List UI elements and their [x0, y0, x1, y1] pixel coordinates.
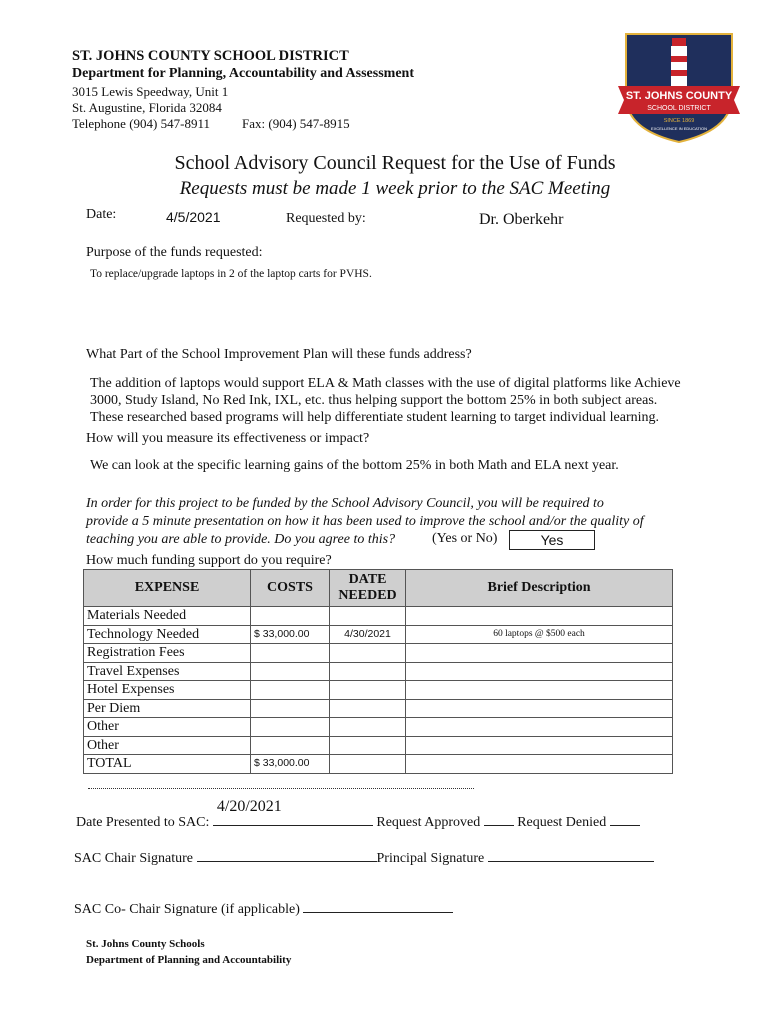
expense-cell: TOTAL [84, 755, 251, 774]
presentation-line-1: In order for this project to be funded by the School Advisory Council, you will be required to [86, 496, 604, 511]
expense-table [83, 569, 673, 774]
expense-cell: Travel Expenses [84, 662, 251, 681]
date-presented-value: 4/20/2021 [216, 798, 282, 815]
chair-signature-row [74, 847, 654, 867]
address-line-2: St. Augustine, Florida 32084 [72, 100, 222, 115]
principal-signature-line[interactable] [488, 847, 654, 862]
dotted-divider [88, 788, 474, 789]
purpose-label: Purpose of the funds requested: [86, 245, 263, 260]
table-row [84, 755, 673, 774]
header-costs: COSTS [251, 570, 330, 607]
sac-chair-label: SAC Chair Signature [74, 851, 193, 866]
agree-field[interactable]: Yes [509, 530, 595, 550]
table-header-row [84, 570, 673, 607]
description-cell[interactable] [406, 644, 673, 663]
expense-cell: Technology Needed [84, 625, 251, 644]
fax: Fax: (904) 547-8915 [242, 116, 350, 131]
lighthouse-top-icon [672, 38, 686, 46]
expense-cell: Per Diem [84, 699, 251, 718]
cost-cell[interactable] [251, 718, 330, 737]
measure-question: How will you measure its effectiveness or impact? [86, 431, 370, 446]
date-needed-cell[interactable] [330, 736, 406, 755]
logo-text-1: ST. JOHNS COUNTY [625, 90, 733, 102]
cost-cell[interactable] [251, 699, 330, 718]
table-row [84, 625, 673, 644]
request-denied-line[interactable] [610, 811, 640, 826]
cost-cell[interactable] [251, 736, 330, 755]
description-cell[interactable] [406, 755, 673, 774]
presentation-line-3: teaching you are able to provide. Do you agree to this? [86, 532, 396, 547]
expense-cell: Other [84, 736, 251, 755]
department-name: Department for Planning, Accountability and Assessment [72, 66, 414, 81]
request-approved-label: Request Approved [376, 815, 481, 830]
form-title: School Advisory Council Request for the Use of Funds [174, 152, 616, 174]
header-date-needed: DATE NEEDED [330, 570, 406, 607]
date-label: Date: [86, 207, 117, 222]
cost-cell[interactable] [251, 644, 330, 663]
cost-cell[interactable]: $ 33,000.00 [251, 625, 330, 644]
date-needed-cell[interactable] [330, 644, 406, 663]
logo-text-2: SCHOOL DISTRICT [647, 105, 711, 112]
date-presented-line[interactable] [213, 798, 373, 826]
date-needed-cell[interactable] [330, 607, 406, 626]
sip-answer-line-1[interactable]: The addition of laptops would support ELA & Math classes with the use of digital platforms like Achieve [90, 376, 681, 391]
address-line-1: 3015 Lewis Speedway, Unit 1 [72, 84, 229, 99]
expense-cell: Registration Fees [84, 644, 251, 663]
description-cell[interactable] [406, 699, 673, 718]
description-cell[interactable] [406, 662, 673, 681]
cost-cell[interactable] [251, 662, 330, 681]
measure-answer[interactable]: We can look at the specific learning gains of the bottom 25% in both Math and ELA next year. [90, 458, 619, 473]
cost-cell[interactable]: $ 33,000.00 [251, 755, 330, 774]
description-cell[interactable] [406, 736, 673, 755]
logo-text-3: SINCE 1869 [663, 118, 695, 124]
presentation-line-2: provide a 5 minute presentation on how it has been used to improve the school and/or the quality of [86, 514, 644, 529]
requested-by-field[interactable]: Dr. Oberkehr [479, 211, 564, 228]
date-needed-cell[interactable] [330, 755, 406, 774]
date-needed-cell[interactable] [330, 681, 406, 700]
date-presented-row [76, 798, 640, 831]
sip-answer-line-2[interactable]: 3000, Study Island, No Red Ink, IXL, etc. thus helping support the bottom 25% in both subject areas. [90, 393, 658, 408]
requested-by-label: Requested by: [286, 211, 366, 226]
expense-cell: Hotel Expenses [84, 681, 251, 700]
cost-cell[interactable] [251, 681, 330, 700]
principal-label: Principal Signature [376, 851, 485, 866]
date-needed-cell[interactable] [330, 718, 406, 737]
footer-line-1: St. Johns County Schools [86, 938, 205, 950]
sac-cochair-signature-line[interactable] [303, 898, 453, 913]
purpose-field[interactable]: To replace/upgrade laptops in 2 of the laptop carts for PVHS. [90, 268, 372, 280]
header-expense: EXPENSE [84, 570, 251, 607]
expense-cell: Other [84, 718, 251, 737]
district-logo [616, 26, 742, 144]
description-cell[interactable]: 60 laptops @ $500 each [406, 625, 673, 644]
telephone: Telephone (904) 547-8911 [72, 116, 210, 131]
table-row [84, 718, 673, 737]
sip-question: What Part of the School Improvement Plan will these funds address? [86, 347, 472, 362]
sac-cochair-label: SAC Co- Chair Signature (if applicable) [74, 902, 300, 917]
table-row [84, 699, 673, 718]
request-denied-label: Request Denied [517, 815, 607, 830]
date-needed-cell[interactable] [330, 699, 406, 718]
logo-text-4: EXCELLENCE IN EDUCATION [651, 126, 707, 131]
expense-cell: Materials Needed [84, 607, 251, 626]
yes-or-no-label: (Yes or No) [432, 531, 498, 546]
date-needed-cell[interactable] [330, 662, 406, 681]
table-row [84, 644, 673, 663]
table-row [84, 736, 673, 755]
footer-line-2: Department of Planning and Accountability [86, 954, 292, 966]
description-cell[interactable] [406, 681, 673, 700]
sip-answer-line-3[interactable]: These researched based programs will help differentiate student learning to target individual learning. [90, 410, 660, 425]
lighthouse-icon [671, 46, 687, 90]
description-cell[interactable] [406, 607, 673, 626]
table-row [84, 607, 673, 626]
date-needed-cell[interactable]: 4/30/2021 [330, 625, 406, 644]
date-field[interactable]: 4/5/2021 [166, 209, 221, 225]
funding-question: How much funding support do you require? [86, 553, 332, 568]
date-presented-label: Date Presented to SAC: [76, 815, 210, 830]
cost-cell[interactable] [251, 607, 330, 626]
header-description: Brief Description [406, 570, 673, 607]
table-row [84, 662, 673, 681]
request-approved-line[interactable] [484, 811, 514, 826]
description-cell[interactable] [406, 718, 673, 737]
form-subtitle: Requests must be made 1 week prior to the SAC Meeting [179, 178, 611, 199]
table-row [84, 681, 673, 700]
district-title: ST. JOHNS COUNTY SCHOOL DISTRICT [72, 48, 349, 64]
cochair-signature-row [74, 898, 453, 918]
sac-chair-signature-line[interactable] [197, 847, 377, 862]
